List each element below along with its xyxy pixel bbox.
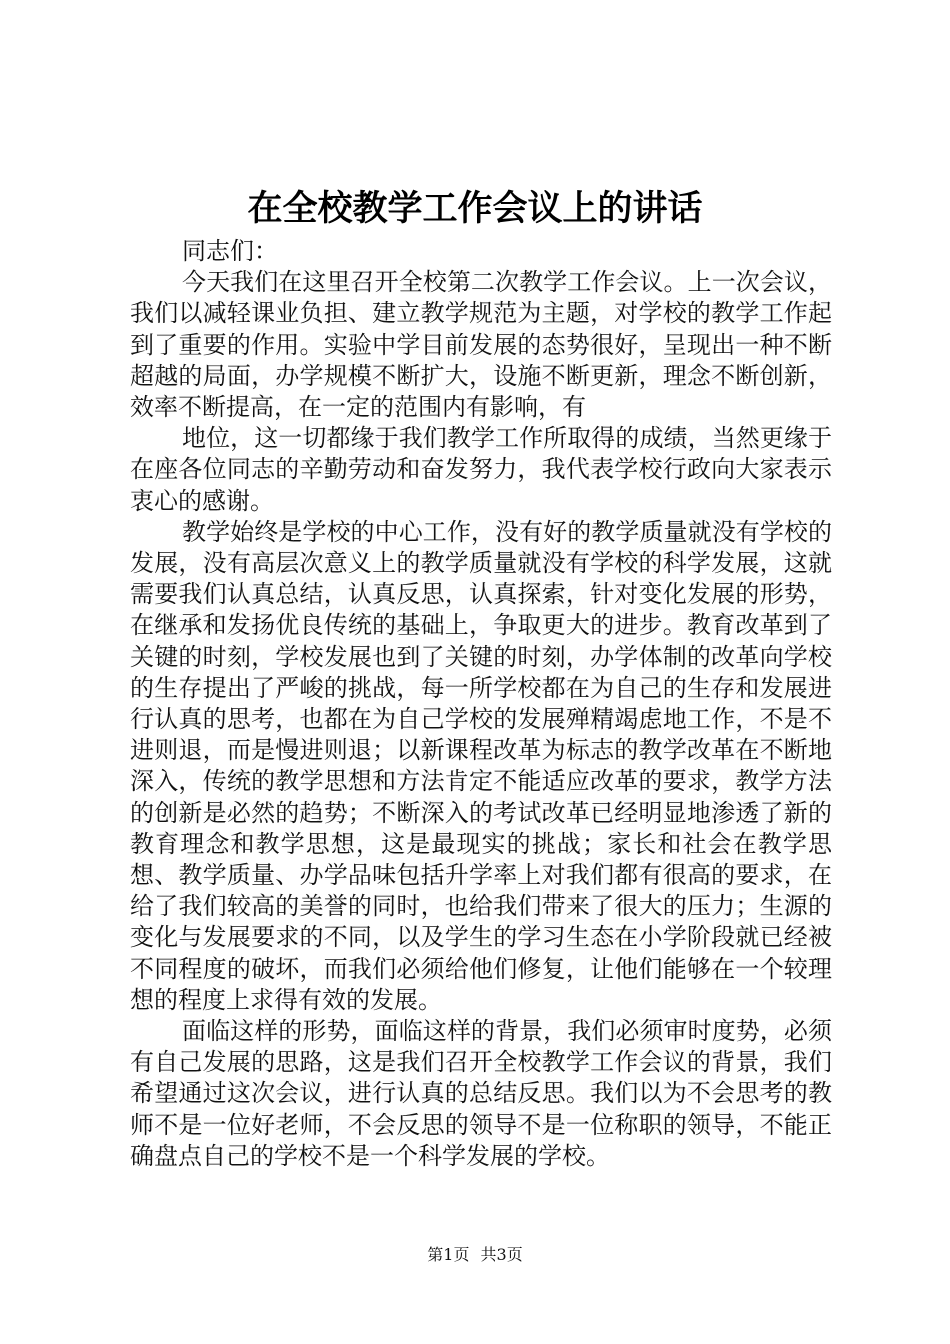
paragraph-4: 面临这样的形势，面临这样的背景，我们必须审时度势，必须有自己发展的思路，这是我们召开全校教学工作会议的背景，我们希望通过这次会议，进行认真的总结反思。我们以为不会思考的教师不是一位好老师，不会反思的领导不是一位称职的领导，不能正确盘点自己的学校不是一个科学发展的学校。 <box>130 1017 832 1170</box>
page-number: 第1页 <box>427 1245 470 1264</box>
paragraph-2: 地位，这一切都缘于我们教学工作所取得的成绩，当然更缘于在座各位同志的辛勤劳动和奋发努力，我代表学校行政向大家表示衷心的感谢。 <box>130 424 832 515</box>
total-pages: 共3页 <box>480 1245 523 1264</box>
page-footer <box>0 1244 950 1266</box>
document-body <box>130 236 832 1172</box>
paragraph-1: 今天我们在这里召开全校第二次教学工作会议。上一次会议，我们以减轻课业负担、建立教学规范为主题，对学校的教学工作起到了重要的作用。实验中学目前发展的态势很好，呈现出一种不断超越的局面，办学规模不断扩大，设施不断更新，理念不断创新，效率不断提高，在一定的范围内有影响，有 <box>130 268 832 422</box>
paragraph-3: 教学始终是学校的中心工作，没有好的教学质量就没有学校的发展，没有高层次意义上的教学质量就没有学校的科学发展，这就需要我们认真总结，认真反思，认真探索，针对变化发展的形势，在继承和发扬优良传统的基础上，争取更大的进步。教育改革到了关键的时刻，学校发展也到了关键的时刻，办学体制的改革向学校的生存提出了严峻的挑战，每一所学校都在为自己的生存和发展进行认真的思考，也都在为自己学校的发展殚精竭虑地工作，不是不进则退，而是慢进则退；以新课程改革为标志的教学改革在不断地深入，传统的教学思想和方法肯定不能适应改革的要求，教学方法的创新是必然的趋势；不断深入的考试改革已经明显地渗透了新的教育理念和教学思想，这是最现实的挑战；家长和社会在教学思想、教学质量、办学品味包括升学率上对我们都有很高的要求，在给了我们较高的美誉的同时，也给我们带来了很大的压力；生源的变化与发展要求的不同，以及学生的学习生态在小学阶段就已经被不同程度的破坏，而我们必须给他们修复，让他们能够在一个较理想的程度上求得有效的发展。 <box>130 517 832 1014</box>
document-title: 在全校教学工作会议上的讲话 <box>247 188 703 229</box>
salutation: 同志们： <box>182 237 278 265</box>
